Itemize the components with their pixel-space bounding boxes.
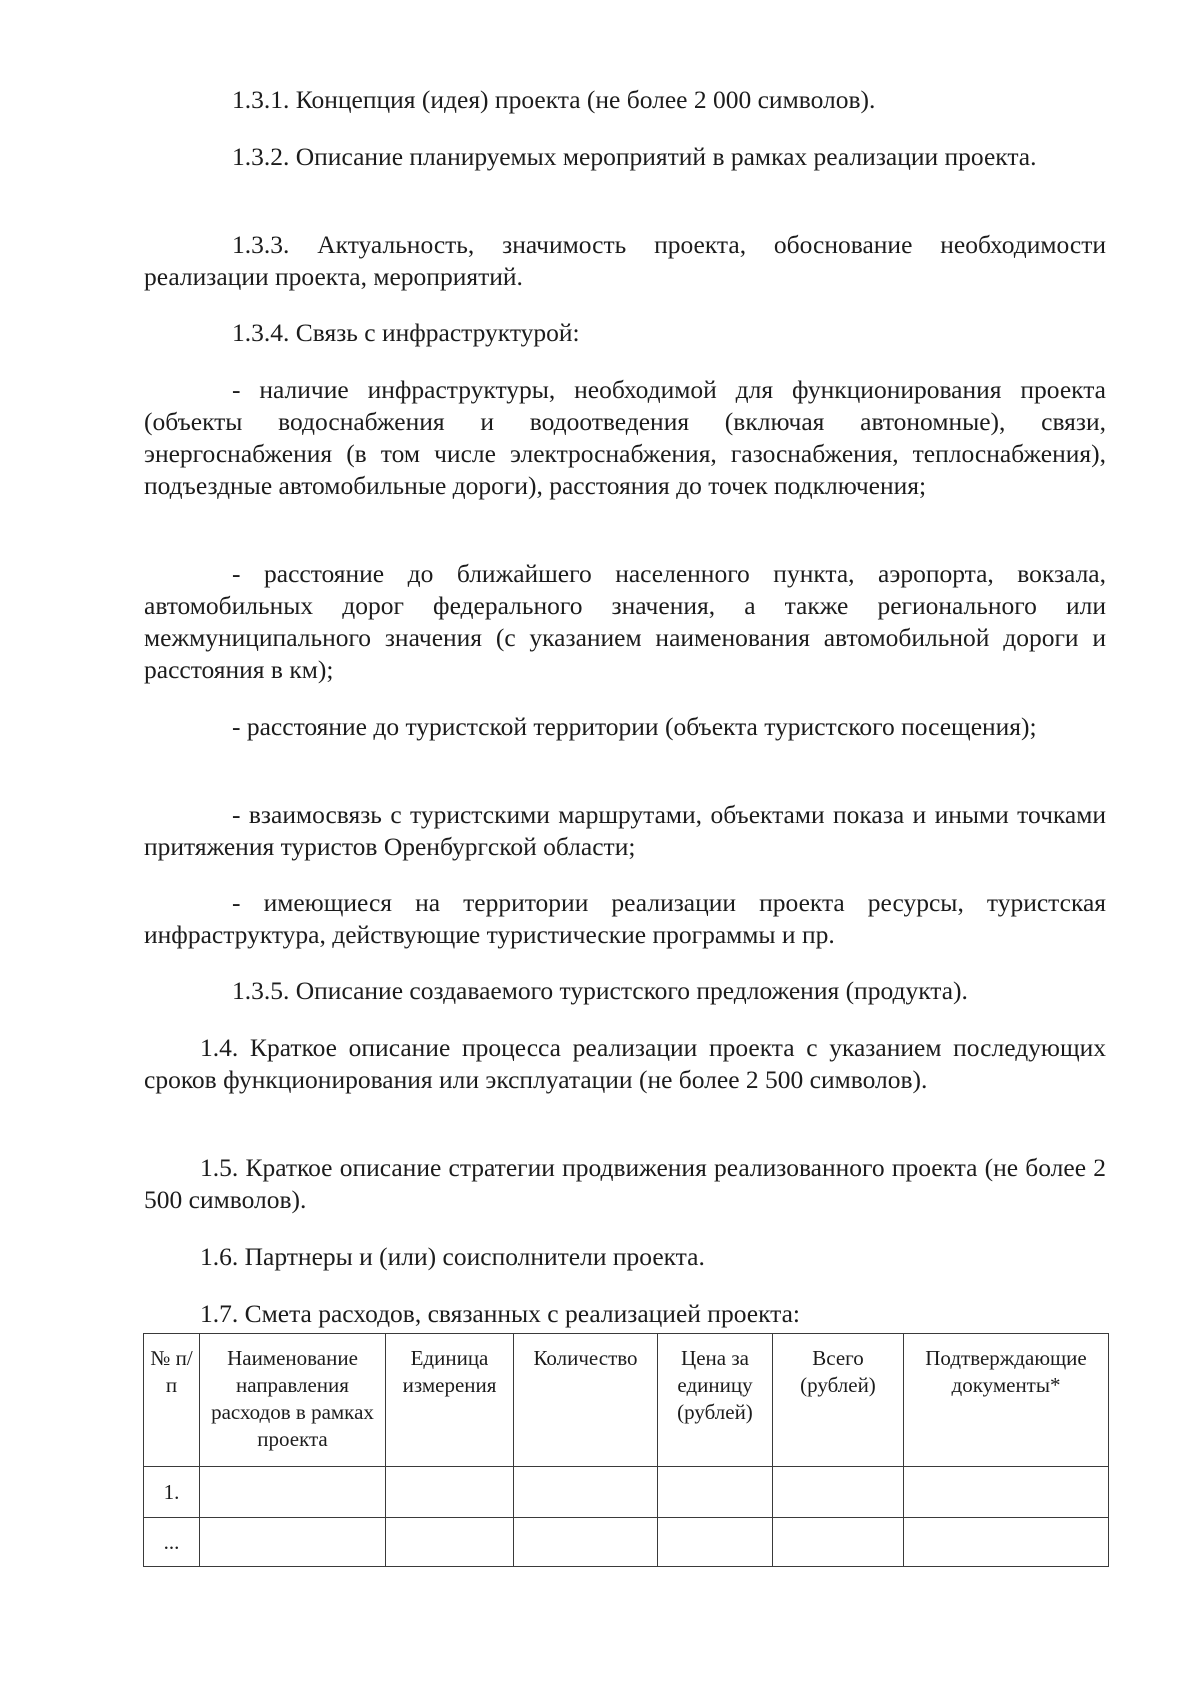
bullet-resources: - имеющиеся на территории реализации проекта ресурсы, туристская инфраструктура, действующие туристические программы и пр. [144, 888, 1106, 949]
paragraph-1-3-3: 1.3.3. Актуальность, значимость проекта, обоснование необходимости реализации проекта, мероприятий. [144, 230, 1106, 291]
table-cell [773, 1518, 904, 1567]
table-cell [904, 1518, 1109, 1567]
table-cell [386, 1518, 514, 1567]
paragraph-1-3-2: 1.3.2. Описание планируемых мероприятий в рамках реализации проекта. [232, 142, 1037, 171]
table-cell [514, 1467, 658, 1518]
paragraph-1-6: 1.6. Партнеры и (или) соисполнители проекта. [200, 1242, 705, 1271]
table-cell [200, 1467, 386, 1518]
paragraph-1-3-5: 1.3.5. Описание создаваемого туристского предложения (продукта). [232, 976, 968, 1005]
header-quantity: Количество [514, 1334, 658, 1467]
header-total: Всего (рублей) [773, 1334, 904, 1467]
table-cell [200, 1518, 386, 1567]
paragraph-1-3-4: 1.3.4. Связь с инфраструктурой: [232, 318, 580, 347]
header-unit: Единица измерения [386, 1334, 514, 1467]
table-row [144, 1518, 1109, 1567]
paragraph-1-5: 1.5. Краткое описание стратегии продвижения реализованного проекта (не более 2 500 символов). [144, 1153, 1106, 1214]
paragraph-1-7: 1.7. Смета расходов, связанных с реализацией проекта: [200, 1299, 800, 1328]
bullet-distance-territory: - расстояние до туристской территории (объекта туристского посещения); [232, 712, 1037, 741]
table-row [144, 1467, 1109, 1518]
table-cell [386, 1467, 514, 1518]
table-cell [658, 1518, 773, 1567]
header-documents: Подтверждающие документы* [904, 1334, 1109, 1467]
paragraph-1-4: 1.4. Краткое описание процесса реализации проекта с указанием последующих сроков функционирования или эксплуатации (не более 2 500 символов). [144, 1033, 1106, 1094]
table-header-row [144, 1334, 1109, 1467]
header-unit-price: Цена за единицу (рублей) [658, 1334, 773, 1467]
table-cell: 1. [144, 1467, 200, 1518]
header-number: № п/п [144, 1334, 200, 1467]
table-cell [514, 1518, 658, 1567]
bullet-tourist-routes: - взаимосвязь с туристскими маршрутами, объектами показа и иными точками притяжения туристов Оренбургской области; [144, 800, 1106, 861]
expense-estimate-table [143, 1333, 1109, 1567]
table-cell: ... [144, 1518, 200, 1567]
bullet-distance-settlement: - расстояние до ближайшего населенного пункта, аэропорта, вокзала, автомобильных дорог федерального значения, а также регионального или межмуниципального значения (с указанием наименования автомобильной дороги и расстояния в км); [144, 559, 1106, 684]
bullet-infrastructure: - наличие инфраструктуры, необходимой для функционирования проекта (объекты водоснабжения и водоотведения (включая автономные), связи, энергоснабжения (в том числе электроснабжения, газоснабжения, теплоснабжения), подъездные автомобильные дороги), расстояния до точек подключения; [144, 375, 1106, 500]
table-cell [773, 1467, 904, 1518]
paragraph-1-3-1: 1.3.1. Концепция (идея) проекта (не более 2 000 символов). [232, 85, 876, 114]
header-expense-name: Наименование направления расходов в рамках проекта [200, 1334, 386, 1467]
table-cell [904, 1467, 1109, 1518]
table-cell [658, 1467, 773, 1518]
